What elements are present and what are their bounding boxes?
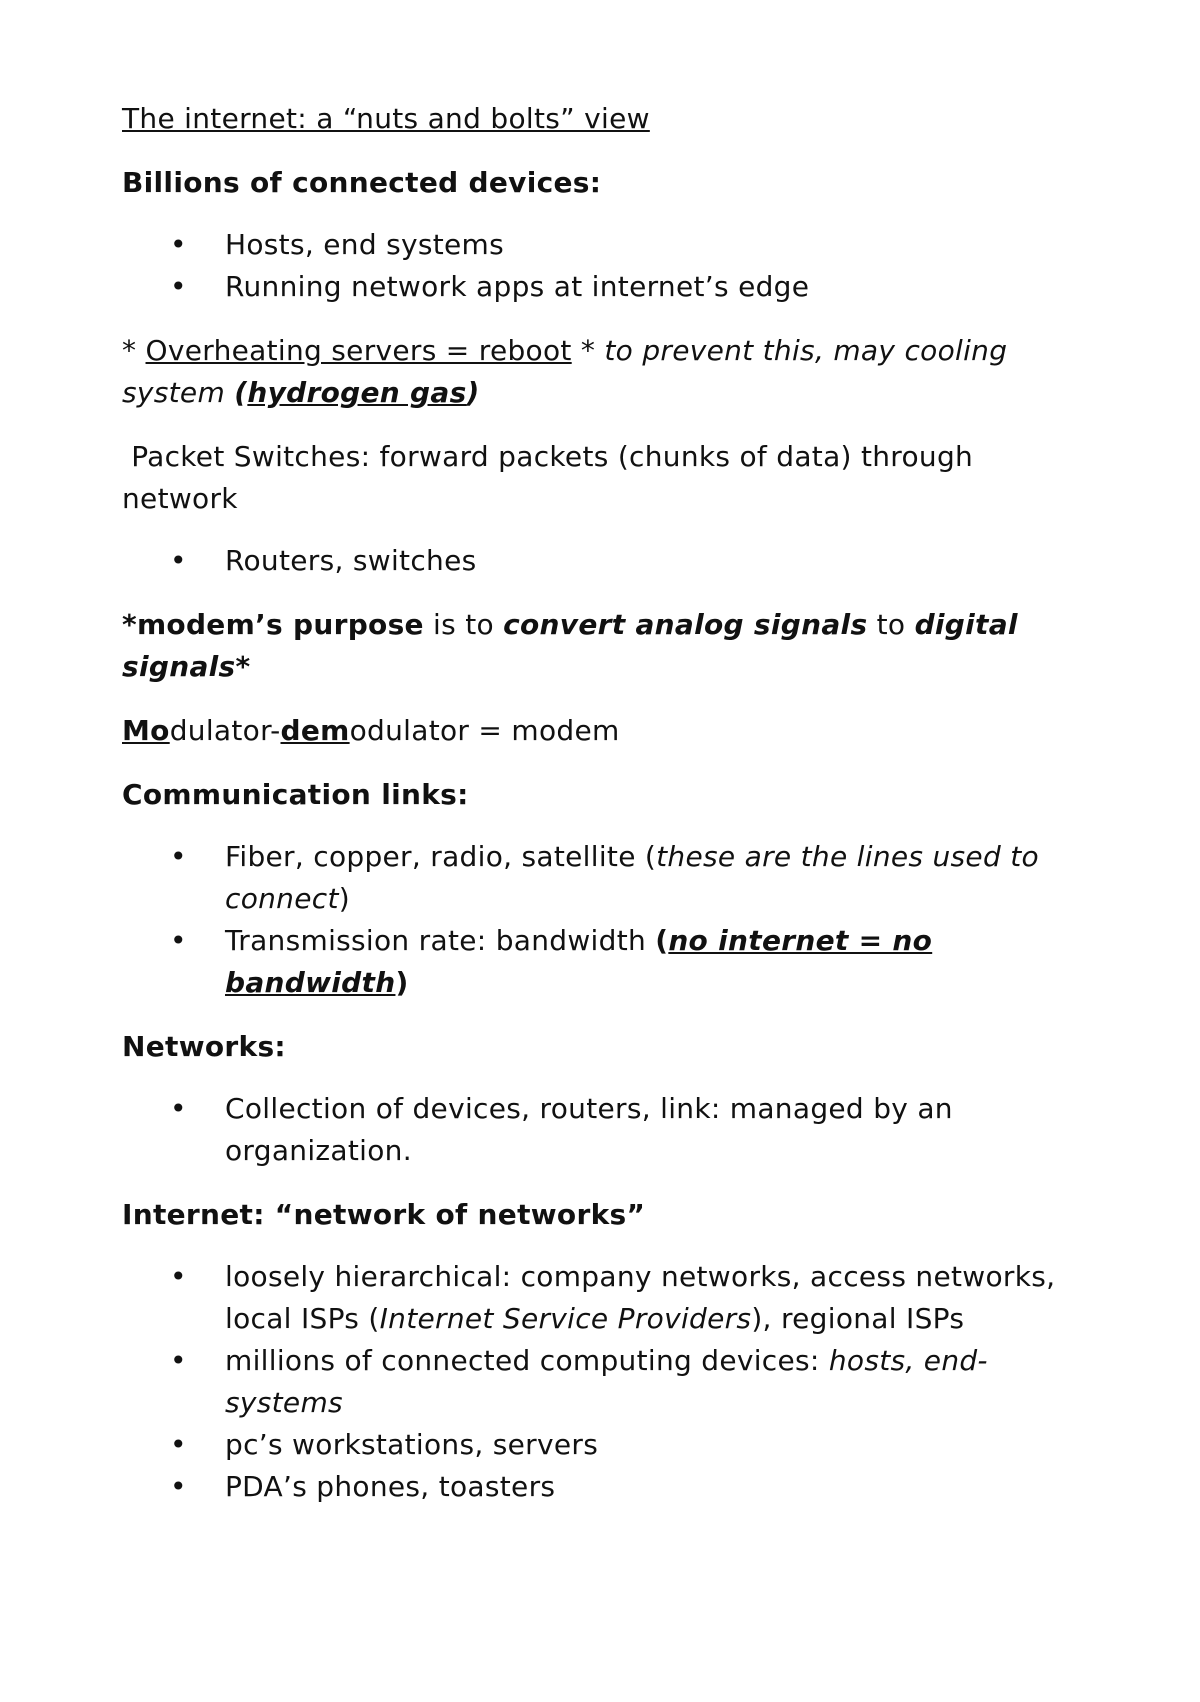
document-page (122, 98, 1082, 1530)
note-star-mid: * (571, 334, 605, 367)
internet-bullet2-a: millions of connected computing devices: (225, 1344, 829, 1377)
note-star: * (122, 334, 146, 367)
odulator-text: odulator = modem (349, 714, 620, 747)
internet-list (122, 1256, 1082, 1508)
links-heading: Communication links: (122, 778, 469, 811)
document-title (122, 98, 1082, 140)
links-bullet2-text: Transmission rate: bandwidth (225, 924, 656, 957)
packet-switches-text: Packet Switches: forward packets (chunks of data) through network (122, 440, 983, 515)
list-item: • Collection of devices, routers, link: managed by an organization. (122, 1088, 1082, 1172)
hydrogen-gas-text: hydrogen gas (247, 376, 467, 409)
isp-expansion: Internet Service Providers (379, 1302, 752, 1335)
modem-purpose-note (122, 604, 1082, 688)
modem-definition (122, 710, 1082, 752)
overheating-text: Overheating servers = reboot (145, 334, 572, 367)
dulator-text: dulator- (169, 714, 281, 747)
list-item (122, 1340, 1082, 1424)
list-item (122, 1256, 1082, 1340)
packet-switches-list (122, 540, 1082, 582)
internet-bullet1-a: loosely hierarchical: company networks, access networks, local ISPs ( (225, 1260, 1056, 1335)
links-list (122, 836, 1082, 1004)
bandwidth-paren-close: ) (395, 966, 409, 999)
modem-purpose-to: to (867, 608, 915, 641)
internet-heading: Internet: “network of networks” (122, 1198, 646, 1231)
list-item: • Routers, switches (122, 540, 1082, 582)
list-item (122, 920, 1082, 1004)
hosts-end-systems: hosts, end-systems (225, 1344, 988, 1419)
links-bullet1-text: Fiber, copper, radio, satellite ( (225, 840, 657, 873)
mo-text: Mo (122, 714, 170, 747)
digital-signals-text: digital signals* (122, 608, 1018, 683)
note-space (225, 376, 234, 409)
modem-purpose-plain: is to (423, 608, 504, 641)
title-text: The internet: a “nuts and bolts” view (122, 102, 650, 135)
bandwidth-paren-open: ( (655, 924, 669, 957)
modem-purpose-label: *modem’s purpose (122, 608, 424, 641)
hydrogen-paren-close: ) (466, 376, 480, 409)
overheating-note (122, 330, 1082, 414)
hydrogen-paren-open: ( (234, 376, 248, 409)
list-item: • Running network apps at internet’s edge (122, 266, 1082, 308)
devices-heading: Billions of connected devices: (122, 166, 602, 199)
devices-list (122, 224, 1082, 308)
internet-bullet1-b: ), regional ISPs (751, 1302, 965, 1335)
dem-text: dem (280, 714, 350, 747)
list-item: • PDA’s phones, toasters (122, 1466, 1082, 1508)
links-bullet1-italic: these are the lines used to connect (225, 840, 1039, 915)
prevention-text: to prevent this, may cooling system (122, 334, 1008, 409)
links-bullet1-close: ) (338, 882, 350, 915)
list-item: • Hosts, end systems (122, 224, 1082, 266)
networks-heading: Networks: (122, 1030, 286, 1063)
no-internet-text: no internet = no bandwidth (225, 924, 933, 999)
networks-list (122, 1088, 1082, 1172)
convert-analog-text: convert analog signals (503, 608, 868, 641)
list-item (122, 836, 1082, 920)
list-item: • pc’s workstations, servers (122, 1424, 1082, 1466)
